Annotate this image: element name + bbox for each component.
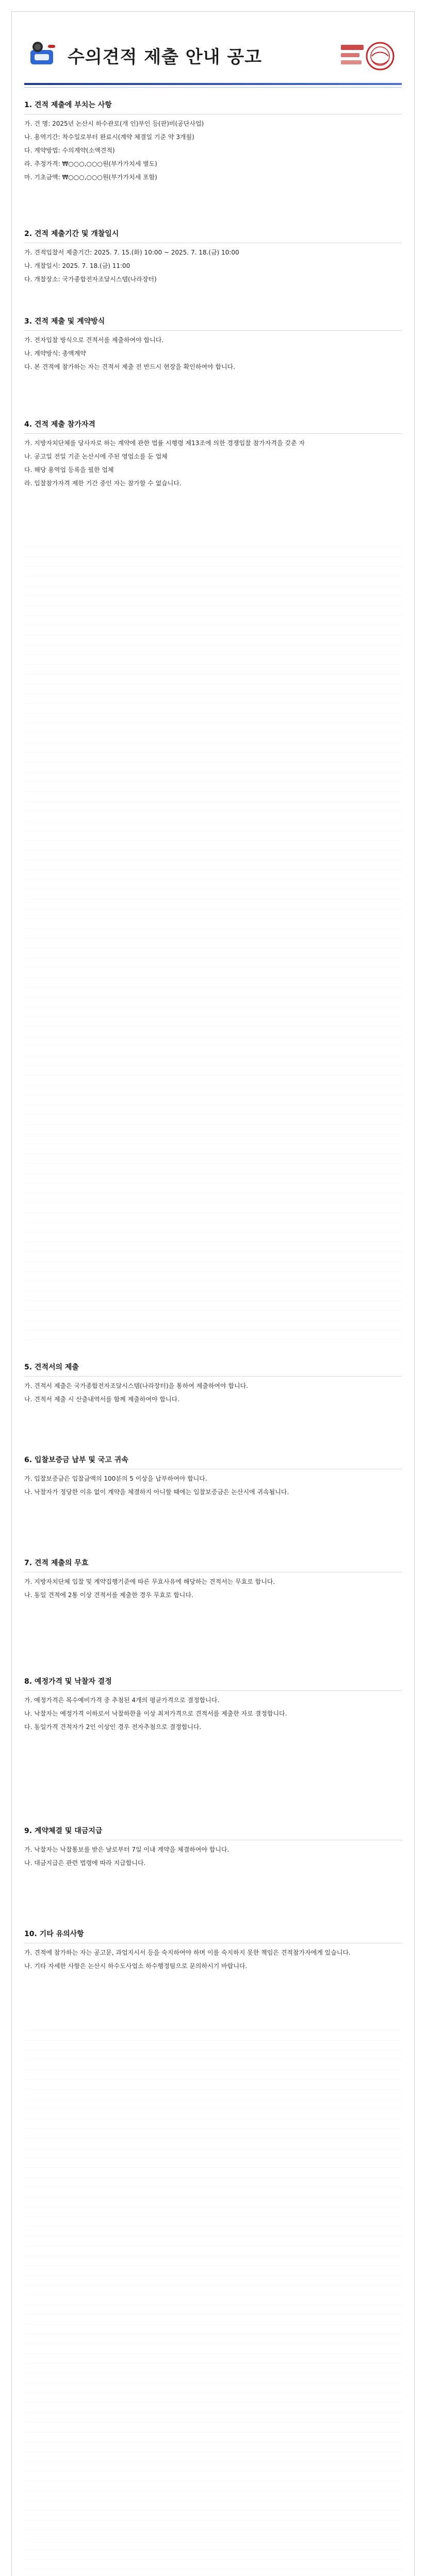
notice-frame <box>11 11 415 2576</box>
section-title: 6. 입찰보증금 납부 및 국고 귀속 <box>24 1456 128 1464</box>
section-body <box>24 1943 402 1971</box>
section-item: 나. 대금지급은 관련 법령에 따라 지급합니다. <box>24 1859 146 1867</box>
section-body <box>24 433 402 488</box>
section-body <box>24 1469 402 1497</box>
section-item: 다. 해당 용역업 등록을 필한 업체 <box>24 466 114 473</box>
section-item: 나. 낙찰자는 예정가격 이하로서 낙찰하한율 이상 최저가격으로 견적서를 제출한 자로 결정합니다. <box>24 1710 287 1717</box>
section-1 <box>24 99 402 185</box>
section-item: 나. 용역기간: 착수일로부터 완료시(계약 체결일 기준 약 3개월) <box>24 133 194 141</box>
section-item: 나. 공고일 전일 기준 논산시에 주된 영업소를 둔 업체 <box>24 453 168 460</box>
section-item: 다. 계약방법: 수의계약(소액견적) <box>24 147 115 154</box>
document-body-continuation-2 <box>24 2021 402 2576</box>
section-body <box>24 1840 402 1868</box>
section-5 <box>24 1362 402 1408</box>
section-9 <box>24 1825 402 1871</box>
section-item: 가. 전자입찰 방식으로 견적서를 제출하여야 합니다. <box>24 336 164 344</box>
section-2 <box>24 228 402 287</box>
announcement-icon <box>27 39 59 69</box>
top-rule-thin <box>24 87 402 88</box>
section-title: 10. 기타 유의사항 <box>24 1930 84 1938</box>
section-item: 라. 입찰참가자격 제한 기간 중인 자는 참가할 수 없습니다. <box>24 480 182 487</box>
section-item: 가. 지방자치단체 입찰 및 계약집행기준에 따른 무효사유에 해당하는 견적서는 무효로 합니다. <box>24 1578 275 1585</box>
document-body-continuation <box>24 537 402 1341</box>
section-item: 가. 낙찰자는 낙찰통보를 받은 날로부터 7일 이내 계약을 체결하여야 합니다. <box>24 1846 230 1853</box>
section-7 <box>24 1557 402 1603</box>
section-4 <box>24 419 402 492</box>
section-item: 다. 개찰장소: 국가종합전자조달시스템(나라장터) <box>24 276 157 283</box>
section-item: 나. 계약방식: 총액계약 <box>24 350 86 357</box>
section-body <box>24 114 402 182</box>
section-title: 5. 견적서의 제출 <box>24 1363 79 1371</box>
section-body <box>24 330 402 372</box>
section-title: 2. 견적 제출기간 및 개찰일시 <box>24 230 119 238</box>
section-item: 다. 본 견적에 참가하는 자는 견적서 제출 전 반드시 현장을 확인하여야 합니다. <box>24 363 235 370</box>
section-10 <box>24 1928 402 1974</box>
section-item: 다. 동일가격 견적자가 2인 이상인 경우 전자추첨으로 결정합니다. <box>24 1723 202 1731</box>
section-body <box>24 243 402 284</box>
section-title: 4. 견적 제출 참가자격 <box>24 420 95 429</box>
section-6 <box>24 1454 402 1500</box>
section-body <box>24 1690 402 1732</box>
section-item: 가. 견적에 참가하는 자는 공고문, 과업지시서 등을 숙지하여야 하며 이를 숙지하지 못한 책임은 견적참가자에게 있습니다. <box>24 1949 351 1956</box>
section-8 <box>24 1676 402 1735</box>
section-item: 가. 입찰보증금은 입찰금액의 100분의 5 이상을 납부하여야 합니다. <box>24 1475 207 1482</box>
section-item: 나. 동일 견적에 2통 이상 견적서를 제출한 경우 무효로 합니다. <box>24 1591 193 1599</box>
section-title: 3. 견적 제출 및 계약방식 <box>24 317 105 326</box>
section-item: 라. 추정가격: ₩○○○,○○○원(부가가치세 별도) <box>24 160 157 167</box>
section-item: 마. 기초금액: ₩○○○,○○○원(부가가치세 포함) <box>24 174 157 181</box>
section-body <box>24 1376 402 1404</box>
section-title: 9. 계약체결 및 대금지급 <box>24 1827 103 1835</box>
section-3 <box>24 316 402 375</box>
section-title: 7. 견적 제출의 무효 <box>24 1559 89 1567</box>
notice-header <box>24 21 402 83</box>
top-rule <box>24 83 402 85</box>
section-item: 나. 낙찰자가 정당한 이유 없이 계약을 체결하지 아니할 때에는 입찰보증금은 논산시에 귀속됩니다. <box>24 1488 289 1496</box>
section-item: 나. 기타 자세한 사항은 논산시 하수도사업소 하수행정팀으로 문의하시기 바랍니다. <box>24 1962 248 1970</box>
section-item: 가. 건 명: 2025년 논산시 하수관로(개 인)부인 등(판)비(공단사업) <box>24 120 204 127</box>
section-item: 가. 지방자치단체를 당사자로 하는 계약에 관한 법률 시행령 제13조에 의한 경쟁입찰 참가자격을 갖춘 자 <box>24 439 305 447</box>
section-item: 가. 예정가격은 복수예비가격 중 추첨된 4개의 평균가격으로 결정합니다. <box>24 1697 220 1704</box>
section-item: 나. 개찰일시: 2025. 7. 18.(금) 11:00 <box>24 262 130 269</box>
section-body <box>24 1572 402 1600</box>
section-item: 나. 견적서 제출 시 산출내역서를 함께 제출하여야 합니다. <box>24 1396 179 1403</box>
section-title: 8. 예정가격 및 낙찰자 결정 <box>24 1677 112 1686</box>
seal-logo <box>340 36 397 80</box>
page-title: 수의견적 제출 안내 공고 <box>68 47 262 67</box>
section-item: 가. 견적입찰서 제출기간: 2025. 7. 15.(화) 10:00 ~ 2025. 7. 18.(금) 10:00 <box>24 249 239 256</box>
section-title: 1. 견적 제출에 부치는 사항 <box>24 101 112 109</box>
section-item: 가. 견적서 제출은 국가종합전자조달시스템(나라장터)을 통하여 제출하여야 합니다. <box>24 1382 249 1389</box>
